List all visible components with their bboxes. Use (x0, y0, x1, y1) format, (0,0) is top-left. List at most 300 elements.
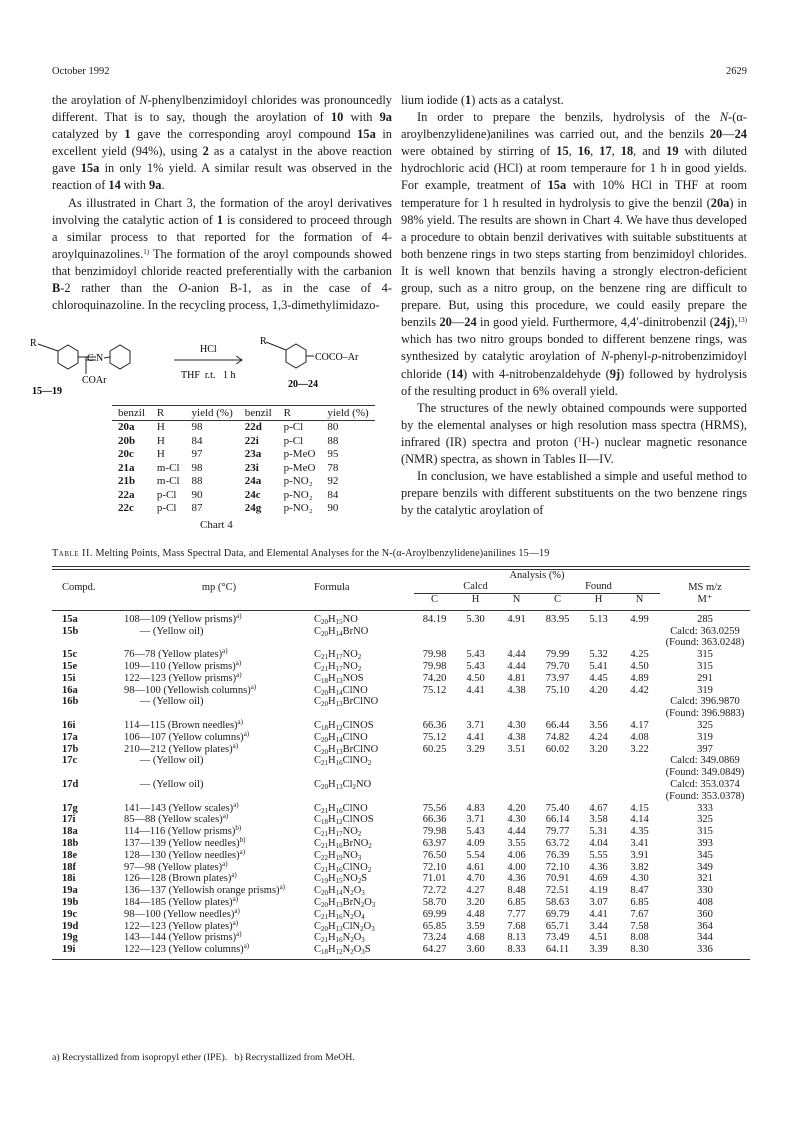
formula: $C_{22}H_{19}NO_3$ (314, 849, 362, 862)
calcd-value: 6.85 (507, 897, 526, 909)
calcd-value: 7.68 (507, 920, 526, 932)
found-value (619, 708, 660, 720)
chart4-row (112, 502, 375, 516)
table-row (52, 732, 750, 744)
ms-value: (Found: 349.0849) (665, 767, 745, 779)
calcd-value: 5.43 (466, 661, 485, 673)
found-value: 4.08 (630, 731, 649, 743)
table-row (52, 826, 750, 838)
melting-point: 128—130 (Yellow needles)$^{a)}$ (124, 847, 246, 861)
ms-value: 360 (697, 908, 713, 920)
calcd-value: 76.50 (422, 849, 447, 861)
table2 (52, 566, 750, 960)
found-value (578, 767, 619, 779)
found-value (537, 767, 578, 779)
found-value: 4.35 (630, 826, 649, 838)
found-value: 58.63 (545, 897, 570, 909)
chart4-row (112, 488, 375, 502)
table2-footnote: a) Recrystallized from isopropyl ether (IPE). b) Recrystallized from MeOH. (52, 1052, 355, 1063)
chart4-cell: 90 (191, 488, 203, 501)
ms-value: (Found: 363.0248) (665, 637, 745, 649)
chart4-cell: 20a (118, 421, 135, 434)
found-value: 83.95 (545, 613, 570, 625)
formula: $C_{20}H_{14}N_2O_3$ (314, 885, 365, 898)
found-value (619, 637, 660, 649)
melting-point: — (Yellow oil) (124, 625, 204, 637)
melting-point: 85—88 (Yellow scales)$^{a)}$ (124, 812, 229, 826)
chart4-cell: 23i (244, 461, 259, 474)
formula: $C_{18}H_{12}ClNOS$ (314, 814, 374, 827)
found-value: 79.77 (545, 826, 570, 838)
chart4-cell: H (156, 434, 165, 447)
found-value (619, 755, 660, 767)
calcd-header: Calcd (414, 581, 537, 593)
table-row (52, 897, 750, 909)
chart4-cell: 22a (118, 488, 135, 501)
compound-id (52, 767, 124, 779)
calc-h-header: H (471, 594, 480, 606)
melting-point: 98—100 (Yellow needles)$^{a)}$ (124, 906, 240, 920)
found-value: 4.51 (589, 932, 608, 944)
running-date: October 1992 (52, 66, 110, 77)
table-row (52, 708, 750, 720)
table-row (52, 885, 750, 897)
found-value (537, 755, 578, 767)
scheme-product-sub: COCO–Ar (315, 352, 359, 363)
left-column (52, 92, 392, 314)
table-row (52, 862, 750, 874)
chart4-cell: 23a (244, 448, 262, 461)
scheme-product-label: 20—24 (288, 379, 318, 390)
formula (314, 637, 414, 649)
table-row (52, 661, 750, 673)
right-column-paragraph: The structures of the newly obtained compounds were supported by the elemental analyses or high resolution mass spectra (HRMS), infrared (IR) spectra and proton ($^1$H-) nuclear magnetic resonance (NMR) spectra, as shown in Tables II—IV. (401, 400, 747, 466)
calcd-value (414, 755, 455, 767)
melting-point: 108—109 (Yellow prisms)$^{a)}$ (124, 611, 242, 625)
found-value (537, 626, 578, 638)
found-value: 75.10 (545, 684, 570, 696)
compound-id: 15e (62, 661, 78, 673)
found-value: 63.72 (545, 838, 570, 850)
table-row (52, 909, 750, 921)
found-value (537, 791, 578, 803)
chart4-cell: 22c (118, 502, 134, 515)
calcd-value: 79.98 (422, 649, 447, 661)
found-value (537, 696, 578, 708)
ms-value: 315 (697, 661, 713, 673)
ms-value: 319 (697, 731, 713, 743)
svg-text:C: C (87, 353, 94, 364)
compound-id: 16a (62, 684, 78, 696)
table-row (52, 720, 750, 732)
ms-value: 345 (697, 849, 713, 861)
compound-id: 17c (62, 755, 78, 767)
calcd-value (496, 708, 537, 720)
chart4-cell: m-Cl (156, 475, 180, 488)
compound-id: 15c (62, 649, 78, 661)
table-row (52, 649, 750, 661)
calcd-value: 84.19 (422, 613, 447, 625)
calcd-value (455, 755, 496, 767)
calcd-value: 4.61 (466, 861, 485, 873)
benzene-ring-3 (286, 344, 306, 368)
scheme-conditions: THF r.t. 1 h (181, 370, 236, 381)
found-value (578, 755, 619, 767)
table-row (52, 838, 750, 850)
chart4-cell: 20b (118, 434, 136, 447)
calcd-value: 75.12 (422, 731, 447, 743)
chart4-cell: 98 (191, 461, 203, 474)
calcd-value: 4.70 (466, 873, 485, 885)
calcd-value: 8.48 (507, 885, 526, 897)
chart4-cell: 20c (118, 448, 134, 461)
table-row (52, 614, 750, 626)
found-value: 70.91 (545, 873, 570, 885)
found-c-header: C (553, 594, 561, 606)
found-value: 3.91 (630, 849, 649, 861)
ms-value: 393 (697, 838, 713, 850)
formula: $C_{21}H_{16}ClNO$ (314, 802, 368, 815)
ms-value: Calcd: 363.0259 (670, 625, 740, 637)
compound-id: 17g (62, 802, 78, 814)
found-value (537, 708, 578, 720)
found-value: 8.47 (630, 885, 649, 897)
calcd-value: 3.55 (507, 838, 526, 850)
chart4-cell: p-Cl (283, 421, 304, 434)
found-value: 3.07 (589, 897, 608, 909)
found-value (619, 767, 660, 779)
formula: $C_{20}H_{15}NO$ (314, 613, 358, 626)
found-value: 7.58 (630, 920, 649, 932)
calcd-value: 8.33 (507, 944, 526, 956)
table-row (52, 944, 750, 956)
ms-value: 319 (697, 684, 713, 696)
compound-id: 18f (62, 861, 76, 873)
found-value: 8.30 (630, 944, 649, 956)
chart4-row (112, 461, 375, 475)
scheme-reactant-label: 15—19 (32, 386, 62, 397)
formula: $C_{21}H_{17}NO_2$ (314, 826, 362, 839)
calcd-value (455, 767, 496, 779)
calcd-value: 63.97 (422, 838, 447, 850)
right-column-paragraph: In order to prepare the benzils, hydrolysis of the N-(α-aroylbenzylidene)anilines was carried out, and the benzils 20—24 were obtained by stirring of 15, 16, 17, 18, and 19 with diluted hydrochloric acid (HCl) at room temperaure for 1 h in good yields. For example, treatment of 15a with 10% HCl in THF at room temperature for 1 h resulted in hydrolysis to give the benzil (20a) in 98% yield. The results are shown in Chart 4. We have thus developed a procedure to obtain benzil derivatives with suitable substituents at both benzene rings in two steps starting from benzimidoyl chlorides. It is well known that benzils having a strongly electron-deficient group, such as a nitro group, on the benzene ring are difficult to prepare. But, using this procedure, we could easily prepare the benzils 20—24 in good yield. Furthermore, 4,4′-dinitrobenzil (24j),$^{13)}$ which has two nitro groups bonded to different benzene rings, was synthesized by catalytic aroylation of N-phenyl-p-nitrobenzimidoyl chloride (14) with 4-nitrobenzaldehyde (9j) followed by hydrolysis of the resulting product in 6% overall yield. (401, 110, 748, 398)
formula: $C_{20}H_{13}BrClNO$ (314, 743, 379, 756)
calcd-value: 4.30 (507, 720, 526, 732)
formula: $C_{20}H_{13}BrClNO$ (314, 696, 379, 709)
found-value: 4.15 (630, 802, 649, 814)
found-value: 4.41 (589, 908, 608, 920)
table-row (52, 673, 750, 685)
found-value: 5.41 (589, 661, 608, 673)
calcd-value: 66.36 (422, 814, 447, 826)
calcd-value: 4.41 (466, 731, 485, 743)
formula: $C_{18}H_{12}N_2O_3S$ (314, 944, 371, 957)
melting-point: 97—98 (Yellow plates)$^{a)}$ (124, 859, 228, 873)
calcd-value: 4.30 (507, 814, 526, 826)
chart4-cell: p-Cl (283, 434, 304, 447)
found-value: 79.70 (545, 661, 570, 673)
found-value: 5.32 (589, 649, 608, 661)
calcd-value (414, 791, 455, 803)
calcd-value: 8.13 (507, 932, 526, 944)
found-value: 3.41 (630, 838, 649, 850)
compound-id: 17i (62, 814, 76, 826)
found-value: 66.14 (545, 814, 570, 826)
found-value: 3.82 (630, 861, 649, 873)
formula: $C_{21}H_{16}BrNO_2$ (314, 838, 372, 851)
melting-point: 76—78 (Yellow plates)$^{a)}$ (124, 647, 228, 661)
compound-id: 18a (62, 826, 78, 838)
calcd-value: 58.70 (422, 897, 447, 909)
chart4-cell: 22i (244, 434, 259, 447)
compound-id: 15b (62, 625, 79, 637)
chart4-cell: 95 (327, 448, 339, 461)
calcd-value: 4.20 (507, 802, 526, 814)
calcd-value: 4.44 (507, 826, 526, 838)
calcd-value: 73.24 (422, 932, 447, 944)
table-row (52, 626, 750, 638)
scheme-r-left: R (30, 338, 37, 349)
found-value: 4.30 (630, 873, 649, 885)
scheme-reagent: HCl (200, 344, 217, 355)
found-value: 75.40 (545, 802, 570, 814)
melting-point (124, 708, 314, 720)
calcd-value: 4.68 (466, 932, 485, 944)
compound-id (52, 791, 124, 803)
page-number: 2629 (726, 66, 747, 77)
chart4-cell: p-NO₂ (283, 475, 313, 488)
calcd-value (496, 696, 537, 708)
calcd-value: 65.85 (422, 920, 447, 932)
table2-caption-prefix: Table II. (52, 548, 93, 559)
compound-id: 17d (62, 779, 79, 791)
table-row (52, 779, 750, 791)
melting-point (124, 637, 314, 649)
chart4-table (112, 405, 375, 515)
compound-id: 18b (62, 838, 79, 850)
calcd-value: 4.00 (507, 861, 526, 873)
calcd-value: 3.71 (466, 814, 485, 826)
calcd-value: 4.38 (507, 684, 526, 696)
ms-value: 344 (697, 932, 713, 944)
ms-value: 315 (697, 826, 713, 838)
calcd-value (455, 708, 496, 720)
found-value: 4.50 (630, 661, 649, 673)
melting-point: — (Yellow oil) (124, 779, 204, 791)
benzene-ring-2 (110, 345, 130, 369)
found-value: 65.71 (545, 920, 570, 932)
found-value (578, 637, 619, 649)
ms-value: 349 (697, 861, 713, 873)
found-value (619, 696, 660, 708)
found-value (578, 791, 619, 803)
table2-body (52, 611, 750, 957)
table-row (52, 814, 750, 826)
found-value: 4.20 (589, 684, 608, 696)
ms-value: 397 (697, 743, 713, 755)
calcd-value: 3.59 (466, 920, 485, 932)
table-row (52, 755, 750, 767)
compound-id: 19a (62, 885, 78, 897)
ms-value: 364 (697, 920, 713, 932)
calcd-value (496, 637, 537, 649)
found-value: 4.24 (589, 731, 608, 743)
calcd-value (455, 696, 496, 708)
found-value: 3.20 (589, 743, 608, 755)
formula: $C_{20}H_{13}ClN_2O_3$ (314, 920, 375, 933)
chart4-h-r-1: R (151, 406, 186, 421)
analysis-header: Analysis (%) (509, 569, 565, 581)
table-row (52, 803, 750, 815)
compound-id: 19c (62, 908, 78, 920)
melting-point: 114—115 (Brown needles)$^{a)}$ (124, 718, 243, 732)
ms-value: 336 (697, 944, 713, 956)
calcd-value: 72.72 (422, 885, 447, 897)
calcd-value: 4.27 (466, 885, 485, 897)
calcd-value: 7.77 (507, 908, 526, 920)
calcd-value: 4.50 (466, 672, 485, 684)
calcd-value: 4.91 (507, 613, 526, 625)
melting-point: 126—128 (Brown plates)$^{a)}$ (124, 871, 237, 885)
chart4-cell: 84 (191, 434, 203, 447)
found-value: 4.42 (630, 684, 649, 696)
calcd-value: 3.71 (466, 720, 485, 732)
found-value (619, 626, 660, 638)
calcd-value (414, 708, 455, 720)
found-value: 4.14 (630, 814, 649, 826)
chart4-header-row (112, 406, 375, 421)
calcd-value: 75.12 (422, 684, 447, 696)
compound-id: 19d (62, 920, 79, 932)
scheme-r-right: R (260, 336, 267, 347)
table-row (52, 685, 750, 697)
melting-point (124, 767, 314, 779)
calcd-value: 79.98 (422, 661, 447, 673)
left-column-paragraph: the aroylation of N-phenylbenzimidoyl chlorides was pronouncedly different. That is to say, though the aroylation of 10 with 9a catalyzed by 1 gave the corresponding aroyl compound 15a in excellent yield (94%), using 2 as a catalyst in the above reaction gave 15a in only 1% yield. A similar result was observed in the reaction of 14 with 9a. (52, 93, 393, 193)
compound-id: 17b (62, 743, 79, 755)
compound-id: 16b (62, 696, 79, 708)
calcd-value: 66.36 (422, 720, 447, 732)
formula: $C_{19}H_{15}NO_2S$ (314, 873, 368, 886)
chart4-h-yield-2: yield (%) (321, 406, 374, 421)
calcd-value: 4.41 (466, 684, 485, 696)
found-value: 4.45 (589, 672, 608, 684)
right-column (401, 92, 747, 519)
chart4-row (112, 475, 375, 489)
ms-header: MS m/z (688, 581, 722, 593)
compound-id: 19g (62, 932, 78, 944)
found-value: 74.82 (545, 731, 570, 743)
ms-value: 285 (697, 613, 713, 625)
chart4-cell: 21a (118, 461, 135, 474)
calcd-value (414, 696, 455, 708)
table-row (52, 873, 750, 885)
chart4-cell: H (156, 448, 165, 461)
ms-value: Calcd: 353.0374 (670, 779, 740, 791)
chart4-row (112, 420, 375, 434)
chart4-cell: p-Cl (156, 488, 177, 501)
calcd-value: 5.54 (466, 849, 485, 861)
chart4-cell: 84 (327, 488, 339, 501)
melting-point: 136—137 (Yellowish orange prisms)$^{a)}$ (124, 883, 286, 897)
formula: $C_{20}H_{13}Cl_2NO$ (314, 779, 372, 792)
calcd-value: 3.60 (466, 944, 485, 956)
found-value: 5.31 (589, 826, 608, 838)
ms-value: (Found: 353.0378) (665, 790, 745, 802)
melting-point: 109—110 (Yellow prisms)$^{a)}$ (124, 659, 242, 673)
ms-value: 291 (697, 672, 713, 684)
compound-id (52, 708, 124, 720)
ms-value: 315 (697, 649, 713, 661)
found-value: 3.56 (589, 720, 608, 732)
formula: $C_{21}H_{16}N_2O_4$ (314, 908, 365, 921)
found-n-header: N (635, 594, 644, 606)
compd-header: Compd. (62, 581, 96, 593)
formula: $C_{21}H_{16}ClNO_2$ (314, 755, 372, 768)
melting-point: — (Yellow oil) (124, 755, 204, 767)
found-value: 79.99 (545, 649, 570, 661)
ms-sub-header: M⁺ (697, 593, 713, 605)
found-value (619, 779, 660, 791)
formula (314, 708, 414, 720)
compound-id: 18i (62, 873, 76, 885)
found-h-header: H (594, 594, 603, 606)
table-row (52, 744, 750, 756)
table-row (52, 637, 750, 649)
scheme-reactant-sub: COAr (82, 375, 107, 386)
calcd-value: 3.51 (507, 743, 526, 755)
compound-id: 16i (62, 720, 76, 732)
found-value: 64.11 (545, 944, 570, 956)
calcd-value (496, 791, 537, 803)
melting-point: 184—185 (Yellow plates)$^{a)}$ (124, 895, 239, 909)
found-value: 73.97 (545, 672, 570, 684)
found-value: 3.58 (589, 814, 608, 826)
table-row (52, 696, 750, 708)
calcd-value: 5.30 (466, 613, 485, 625)
chart4-cell: 24c (244, 488, 261, 501)
chart4-h-benzil-2: benzil (239, 406, 278, 421)
found-value (578, 708, 619, 720)
found-value: 4.25 (630, 649, 649, 661)
chart4-cell: 88 (191, 475, 203, 488)
calcd-value: 74.20 (422, 672, 447, 684)
found-value (578, 779, 619, 791)
formula: $C_{20}H_{14}BrNO$ (314, 625, 369, 638)
found-value: 4.67 (589, 802, 608, 814)
calcd-value (455, 779, 496, 791)
formula: $C_{21}H_{16}ClNO_2$ (314, 861, 372, 874)
found-value: 5.13 (589, 613, 608, 625)
found-value: 3.39 (589, 944, 608, 956)
calcd-value (455, 791, 496, 803)
melting-point: — (Yellow oil) (124, 696, 204, 708)
calcd-value: 64.27 (422, 944, 447, 956)
melting-point: 98—100 (Yellowish columns)$^{a)}$ (124, 682, 257, 696)
calcd-value (414, 767, 455, 779)
formula-header: Formula (314, 581, 350, 593)
table-row (52, 791, 750, 803)
table2-caption (52, 548, 549, 559)
chart4-cell: p-NO₂ (283, 502, 313, 515)
chart4-cell: 87 (191, 502, 203, 515)
melting-point: 137—139 (Yellow needles)$^{b)}$ (124, 836, 246, 850)
found-value: 4.04 (589, 838, 608, 850)
table-row (52, 932, 750, 944)
found-value: 3.22 (630, 743, 649, 755)
calcd-value: 3.20 (466, 897, 485, 909)
calcd-value (496, 779, 537, 791)
